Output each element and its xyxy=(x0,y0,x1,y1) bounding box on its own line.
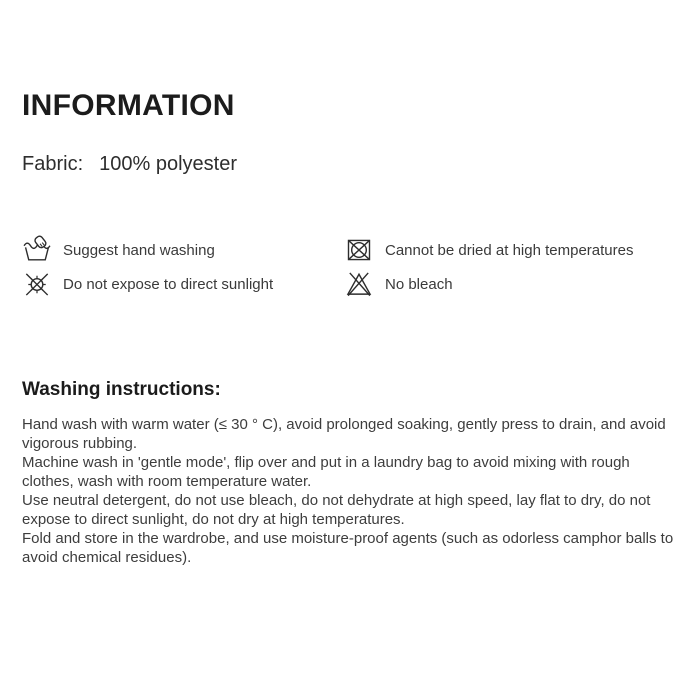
care-item xyxy=(22,235,344,265)
page-title: INFORMATION xyxy=(22,89,235,122)
care-item xyxy=(22,269,344,299)
no-sunlight-icon xyxy=(22,269,52,299)
no-tumble-dry-icon xyxy=(344,235,374,265)
washing-paragraph: Use neutral detergent, do not use bleach, do not dehydrate at high speed, lay flat to dry, do not expose to direct sunlight, do not dry at high temperatures. xyxy=(22,492,651,528)
fabric-label: Fabric: xyxy=(22,153,84,175)
hand-wash-icon xyxy=(22,235,52,265)
care-item xyxy=(344,269,678,299)
fabric-line xyxy=(22,151,678,177)
care-item-label: Do not expose to direct sunlight xyxy=(63,275,274,293)
care-symbols xyxy=(22,233,678,301)
washing-paragraph: Hand wash with warm water (≤ 30 ° C), avoid prolonged soaking, gently press to drain, and avoid vigorous rubbing. xyxy=(22,416,666,452)
care-item-label: Cannot be dried at high temperatures xyxy=(385,241,634,259)
washing-paragraph: Fold and store in the wardrobe, and use moisture-proof agents (such as odorless camphor balls to avoid chemical residues). xyxy=(22,530,674,566)
washing-paragraph: Machine wash in 'gentle mode', flip over and put in a laundry bag to avoid mixing with rough clothes, wash with room temperature water. xyxy=(22,454,630,490)
no-bleach-icon xyxy=(344,269,374,299)
care-item-label: Suggest hand washing xyxy=(63,241,215,259)
fabric-value: 100% polyester xyxy=(99,153,237,175)
washing-instructions-heading: Washing instructions: xyxy=(22,379,221,400)
care-item xyxy=(344,235,678,265)
care-item-label: No bleach xyxy=(385,275,453,293)
washing-instructions-body xyxy=(22,415,678,567)
